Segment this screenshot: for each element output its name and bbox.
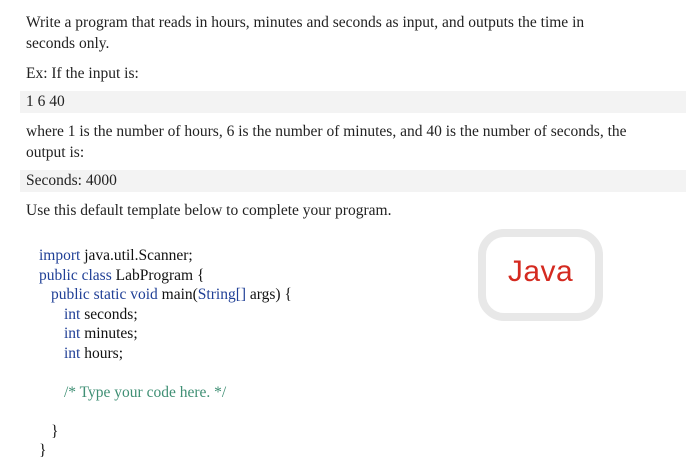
code-text: java.util.Scanner;: [80, 247, 193, 264]
code-keyword: String[]: [197, 286, 247, 303]
code-line-seconds: [39, 305, 292, 325]
code-line-main: [39, 285, 292, 305]
closing-brace: }: [39, 442, 47, 459]
code-line-blank: [39, 363, 292, 383]
code-line-blank: [39, 402, 292, 422]
code-keyword: int: [64, 344, 81, 362]
example-output-text: Seconds: 4000: [26, 172, 117, 189]
code-text: seconds;: [80, 305, 138, 323]
code-text: args) {: [246, 286, 292, 303]
code-line-comment: [39, 383, 292, 403]
code-text: LabProgram {: [111, 266, 205, 284]
template-note: Use this default template below to complete your program.: [26, 202, 392, 219]
java-badge: [478, 229, 603, 321]
explanation-line-1: where 1 is the number of hours, 6 is the number of minutes, and 40 is the number of seconds, the: [26, 123, 627, 140]
code-line-close-method: [39, 422, 292, 442]
example-input-text: 1 6 40: [26, 93, 65, 110]
explanation-line-2: output is:: [26, 144, 85, 161]
code-text: hours;: [80, 344, 123, 362]
code-keyword: int: [64, 325, 81, 342]
code-line-class: [39, 266, 292, 286]
example-label: Ex: If the input is:: [26, 65, 139, 82]
instruction-line-2: seconds only.: [26, 35, 110, 52]
code-line-hours: [39, 344, 292, 364]
code-comment: /* Type your code here. */: [64, 383, 227, 401]
code-line-minutes: [39, 324, 292, 344]
java-badge-label: Java: [507, 255, 574, 288]
example-output-box: [20, 170, 686, 192]
code-line-import: [39, 246, 292, 266]
example-input-box: [20, 91, 686, 113]
code-line-close-class: [39, 441, 292, 461]
code-template: [39, 246, 292, 461]
instruction-line-1: Write a program that reads in hours, minutes and seconds as input, and outputs the time in: [26, 14, 585, 31]
code-keyword: public static void: [51, 286, 158, 303]
code-keyword: public class: [39, 266, 112, 284]
code-keyword: int: [64, 305, 81, 323]
code-keyword: import: [39, 247, 81, 264]
code-text: main(: [157, 286, 198, 303]
closing-brace: }: [51, 422, 59, 440]
code-text: minutes;: [80, 325, 138, 342]
